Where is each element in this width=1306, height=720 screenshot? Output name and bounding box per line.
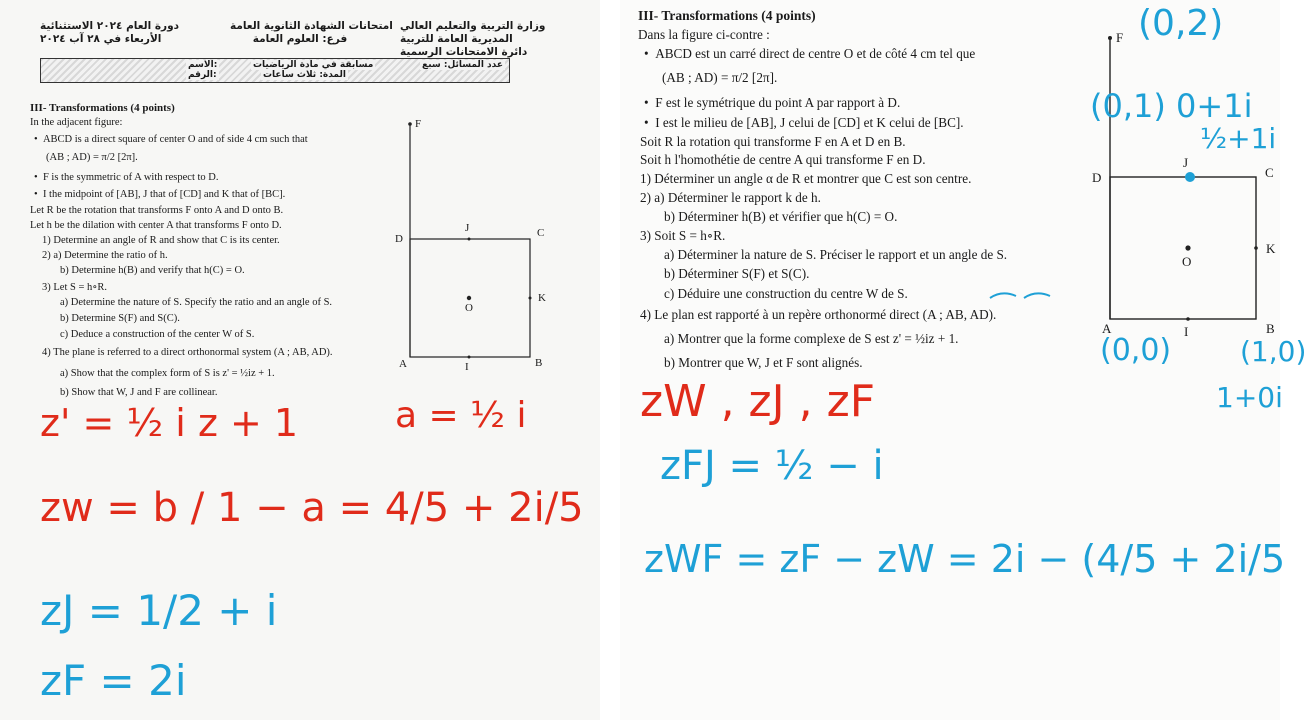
label-B: B — [535, 357, 543, 369]
bullet-midpoints-text: I the midpoint of [AB], J that of [CD] and K that of [BC]. — [42, 189, 286, 200]
square-ABCD-fr — [1110, 177, 1256, 319]
label-J-fr: J — [1183, 155, 1189, 170]
label-I-fr: I — [1184, 324, 1189, 339]
label-O: O — [465, 302, 473, 314]
angle-condition-fr: (AB ; AD) = π/2 [2π]. — [662, 70, 778, 85]
french-exam-page — [620, 0, 1306, 720]
point-I — [468, 356, 471, 359]
question-2b: b) Determine h(B) and verify that h(C) = O. — [60, 265, 245, 276]
question-2a-fr: 2) a) Déterminer le rapport k de h. — [640, 190, 821, 205]
hw-coord-J: ½+1i — [1200, 122, 1277, 155]
question-1-fr: 1) Déterminer un angle α de R et montrer que C est son centre. — [640, 171, 972, 186]
label-B-fr: B — [1266, 321, 1275, 336]
angle-condition: (AB ; AD) = π/2 [2π]. — [46, 152, 138, 163]
header-session-line2: الأربعاء في ٢٨ آب ٢٠٢٤ — [40, 33, 162, 45]
label-A: A — [399, 358, 407, 370]
bullet-symmetric-fr-text: F est le symétrique du point A par rapport à D. — [655, 95, 901, 110]
bullet-midpoints-fr: • I est le milieu de [AB], J celui de [CD] et K celui de [BC]. — [644, 115, 964, 130]
bullet-square-text: ABCD is a direct square of center O and of side 4 cm such that — [42, 134, 308, 145]
hw-coord-A: (0,0) — [1100, 333, 1172, 368]
bar-duration: المدة: ثلاث ساعات — [263, 70, 346, 80]
header-session-line1: دورة العام ٢٠٢٤ الاستثنائية — [40, 20, 180, 32]
label-F-fr: F — [1116, 30, 1124, 45]
hw-zw-formula: zw = b / 1 − a = 4/5 + 2i/5 — [40, 485, 584, 531]
exercise-intro-fr: Dans la figure ci-contre : — [638, 27, 770, 42]
label-K: K — [538, 292, 546, 304]
label-A-fr: A — [1102, 321, 1112, 336]
point-J-fr — [1185, 172, 1195, 182]
label-C: C — [537, 227, 545, 239]
label-D: D — [395, 233, 403, 245]
hw-vector-WF: zWF = zF − zW = 2i − (4/5 + 2i/5 — [644, 537, 1286, 581]
exercise-title-fr: III- Transformations (4 points) — [638, 8, 816, 23]
question-3a: a) Determine the nature of S. Specify the ratio and an angle of S. — [60, 297, 333, 308]
question-2b-fr: b) Déterminer h(B) et vérifier que h(C) = O. — [664, 209, 898, 224]
vector-marks-ink-2 — [1024, 293, 1050, 298]
label-F: F — [415, 118, 422, 130]
bullet-symmetric-fr: • F est le symétrique du point A par rapport à D. — [644, 95, 901, 110]
hw-zj: zJ = 1/2 + i — [40, 586, 278, 635]
question-3b: b) Determine S(F) and S(C). — [60, 313, 180, 324]
dilation-definition: Let h be the dilation with center A that transforms F onto D. — [30, 220, 282, 231]
point-O — [467, 296, 471, 300]
hw-coord-B: (1,0) — [1240, 335, 1306, 368]
hw-points-list: zW , zJ , zF — [640, 376, 875, 427]
question-4b: b) Show that W, J and F are collinear. — [60, 387, 218, 398]
bullet-symmetric: • F is the symmetric of A with respect to D. — [34, 172, 219, 183]
english-exam-page — [0, 0, 600, 720]
bullet-square: • ABCD is a direct square of center O and of side 4 cm such that — [34, 134, 308, 145]
rotation-definition-fr: Soit R la rotation qui transforme F en A et D en B. — [640, 134, 906, 149]
question-3: 3) Let S = h∘R. — [42, 282, 108, 293]
question-4: 4) The plane is referred to a direct orthonormal system (A ; AB, AD). — [42, 347, 333, 358]
bullet-square-fr: • ABCD est un carré direct de centre O et de côté 4 cm tel que — [644, 46, 976, 61]
page-gap — [600, 0, 620, 720]
question-4b-fr: b) Montrer que W, J et F sont alignés. — [664, 355, 863, 370]
header-ministry-line2: المديرية العامة للتربية — [400, 33, 513, 45]
bullet-midpoints: • I the midpoint of [AB], J that of [CD] and K that of [BC]. — [34, 189, 286, 200]
bar-problem-count: عدد المسائل: سبع — [422, 60, 503, 70]
label-O-fr: O — [1182, 254, 1192, 269]
vector-marks-ink — [990, 293, 1016, 298]
header-ministry-line1: وزارة التربية والتعليم العالي — [400, 20, 546, 32]
hw-zf: zF = 2i — [40, 656, 187, 705]
label-C-fr: C — [1265, 165, 1274, 180]
hw-vector-FJ: zFJ = ½ − i — [660, 443, 884, 489]
hw-coord-D: (0,1) 0+1i — [1090, 87, 1253, 125]
hw-complex-form: z' = ½ i z + 1 — [40, 401, 299, 445]
hw-coord-F: (0,2) — [1138, 3, 1224, 44]
label-I: I — [465, 361, 469, 373]
bar-name-field: الاسم: — [188, 60, 218, 70]
header-ministry-line3: دائرة الامتحانات الرسمية — [400, 46, 528, 58]
point-O-fr — [1185, 245, 1190, 250]
exercise-intro: In the adjacent figure: — [30, 117, 123, 128]
question-3c-fr: c) Déduire une construction du centre W de S. — [664, 286, 908, 301]
question-4-fr: 4) Le plan est rapporté à un repère orthonormé direct (A ; AB, AD). — [640, 307, 997, 322]
header-exam-line2: فرع: العلوم العامة — [252, 33, 348, 45]
header-exam-line1: امتحانات الشهادة الثانوية العامة — [230, 20, 393, 32]
bullet-symmetric-text: F is the symmetric of A with respect to D. — [42, 172, 219, 183]
dilation-definition-fr: Soit h l'homothétie de centre A qui transforme F en D. — [640, 152, 926, 167]
bullet-square-fr-text: ABCD est un carré direct de centre O et de côté 4 cm tel que — [655, 46, 976, 61]
bullet-midpoints-fr-text: I est le milieu de [AB], J celui de [CD] et K celui de [BC]. — [655, 115, 964, 130]
bar-number-field: الرقم: — [188, 70, 217, 80]
question-3b-fr: b) Déterminer S(F) et S(C). — [664, 266, 810, 281]
question-3a-fr: a) Déterminer la nature de S. Préciser le rapport et un angle de S. — [664, 247, 1008, 262]
point-K-fr — [1254, 246, 1258, 250]
point-F — [408, 122, 412, 126]
label-K-fr: K — [1266, 241, 1276, 256]
label-D-fr: D — [1092, 170, 1102, 185]
question-4a-fr: a) Montrer que la forme complexe de S est z' = ½iz + 1. — [664, 331, 959, 346]
question-1: 1) Determine an angle of R and show that C is its center. — [42, 235, 280, 246]
point-F-fr — [1108, 36, 1112, 40]
question-3-fr: 3) Soit S = h∘R. — [640, 228, 726, 243]
label-J: J — [465, 222, 470, 234]
question-2a: 2) a) Determine the ratio of h. — [42, 250, 168, 261]
point-K — [529, 297, 532, 300]
point-J — [468, 238, 471, 241]
rotation-definition: Let R be the rotation that transforms F onto A and D onto B. — [30, 205, 284, 216]
hw-coord-B-complex: 1+0i — [1216, 381, 1283, 414]
question-3c: c) Deduce a construction of the center W of S. — [60, 329, 255, 340]
exercise-title: III- Transformations (4 points) — [30, 102, 175, 114]
point-I-fr — [1186, 317, 1190, 321]
bar-subject: مسابقة في مادة الرياضيات — [253, 60, 374, 70]
question-4a: a) Show that the complex form of S is z' = ½iz + 1. — [60, 368, 275, 379]
hw-a-value: a = ½ i — [395, 395, 527, 436]
